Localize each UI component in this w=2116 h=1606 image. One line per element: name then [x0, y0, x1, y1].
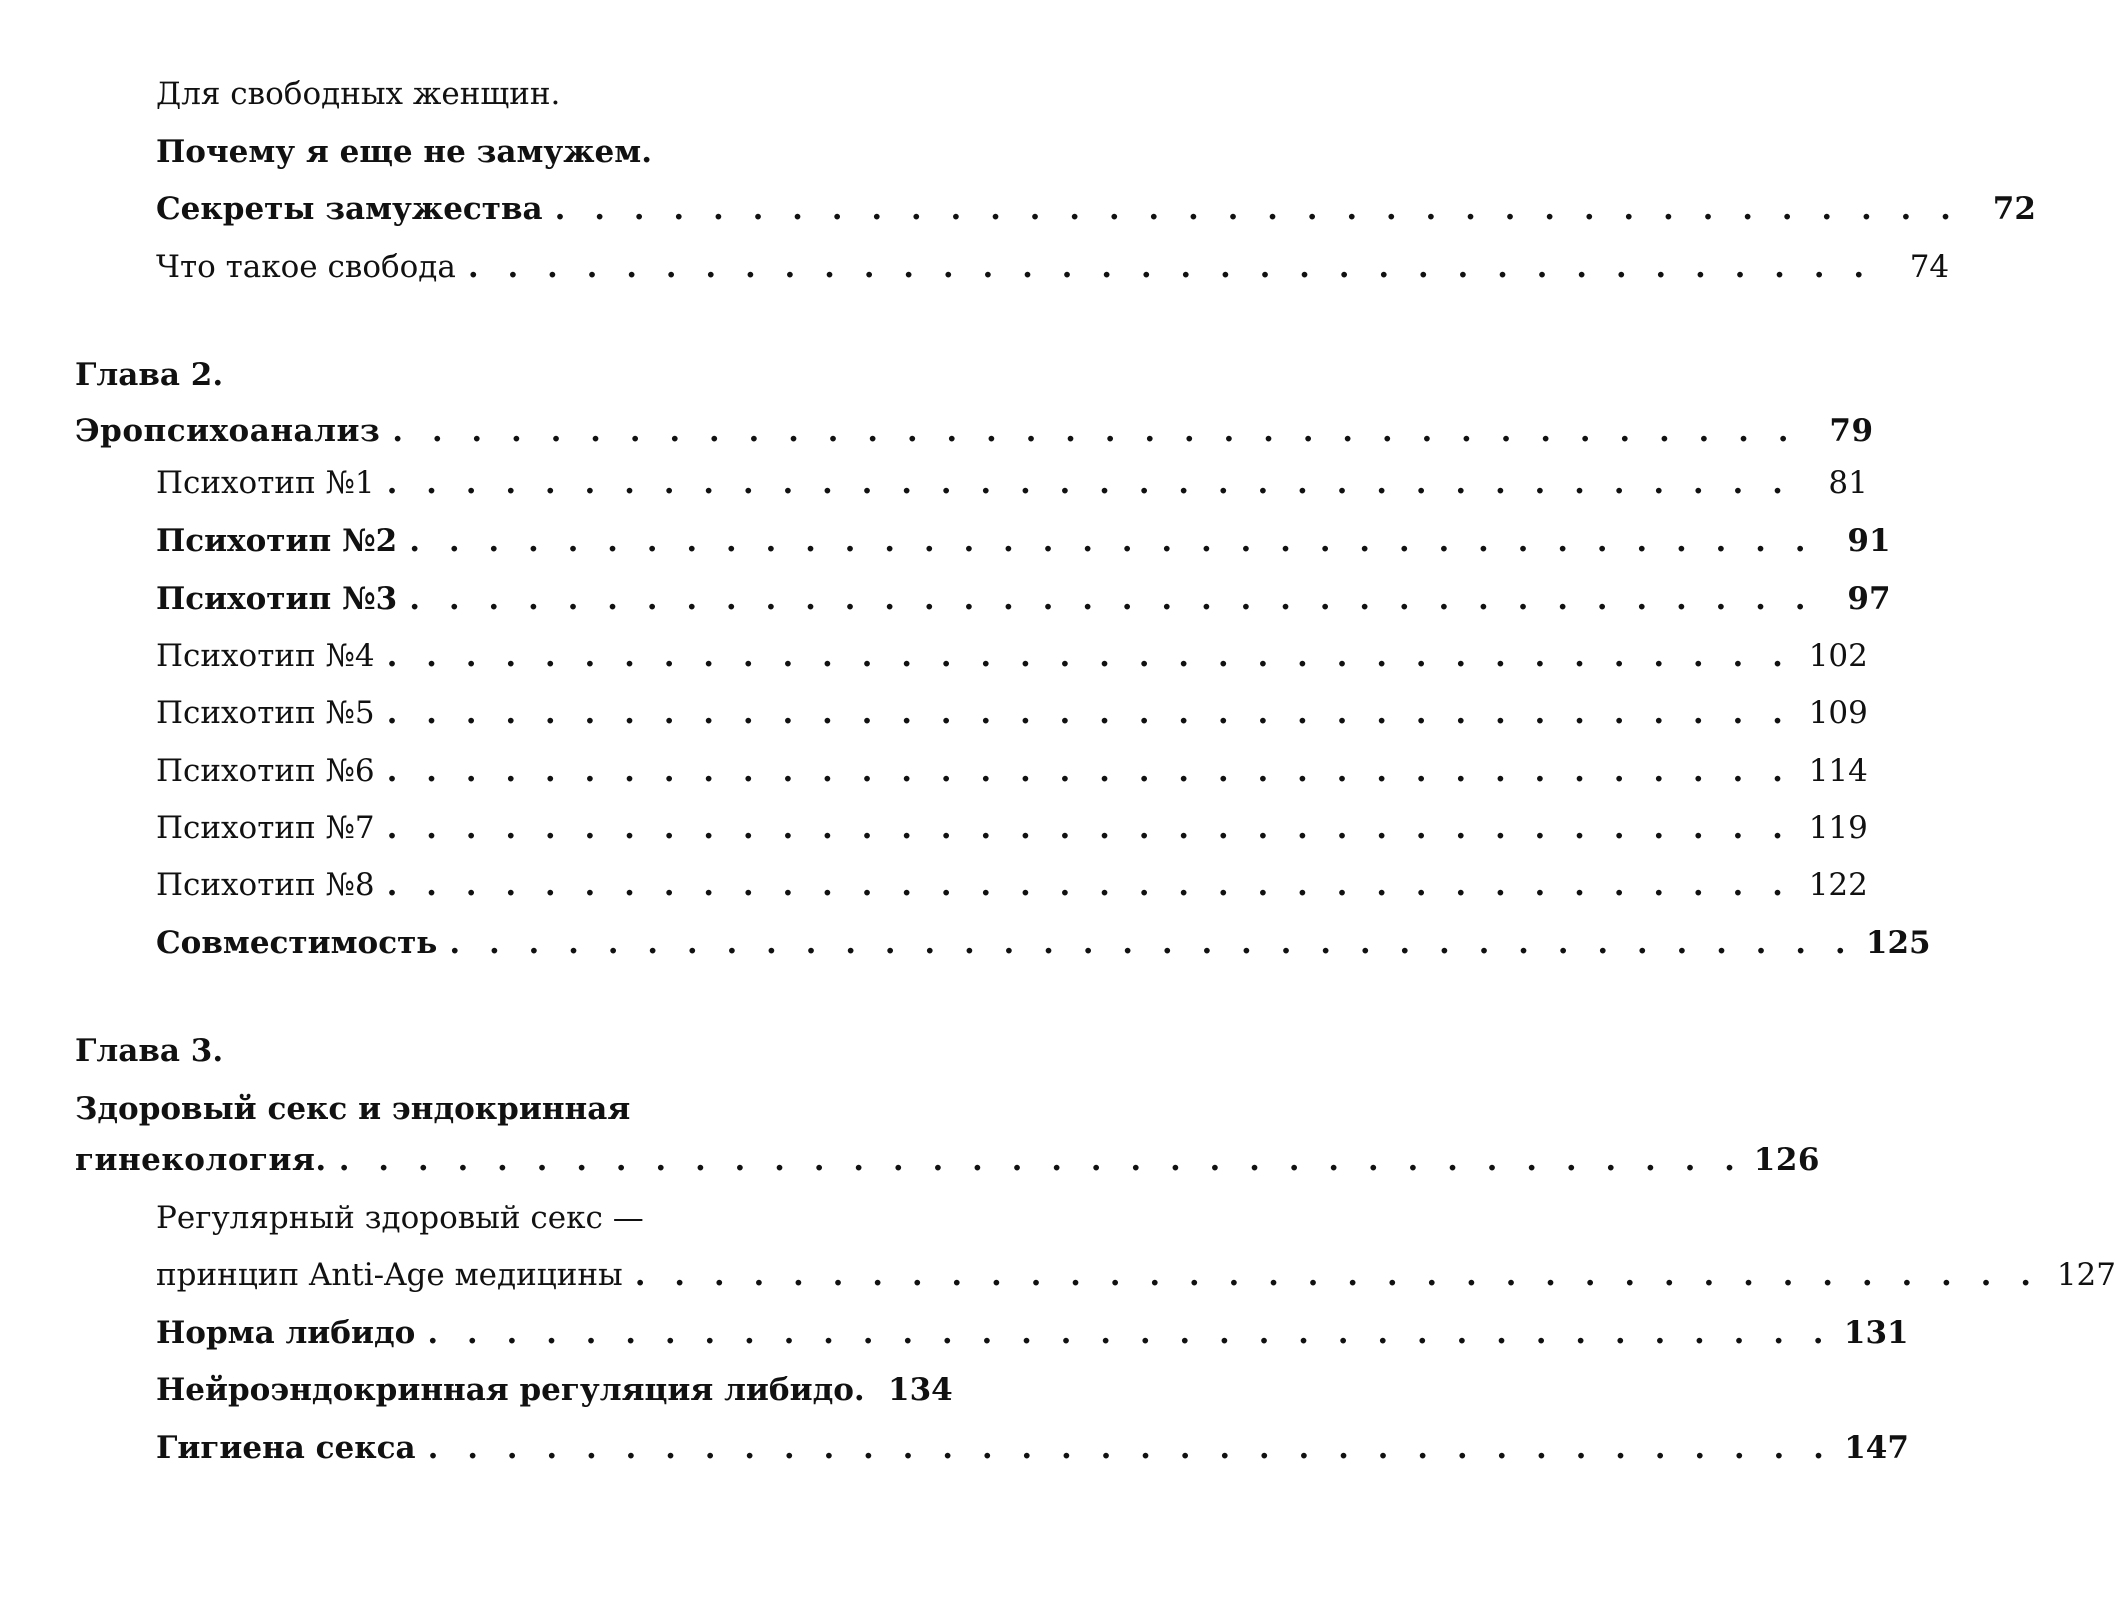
- toc-entry-title: Психотип №6: [156, 753, 375, 789]
- chapter-3-title-entry: [0, 1124, 1820, 1180]
- toc-entry-title: Совместимость: [156, 925, 438, 961]
- chapter-3-title-line1: Здоровый секс и эндокринная: [75, 1091, 631, 1127]
- toc-entry-page: 91: [1847, 523, 1891, 559]
- chapter-2-label: Глава 2.: [75, 357, 224, 393]
- dot-leader: . . . . . . . . . . . . . . . . . . . . . . . . . . . . . . . . . . . .: [386, 810, 1792, 846]
- dot-leader: . . . . . . . . . . . . . . . . . . . . . . . . . . . . . . . . . . . .: [386, 638, 1792, 674]
- toc-entry-title: Регулярный здоровый секс —: [156, 1200, 644, 1236]
- dot-leader: . . . . . . . . . . . . . . . . . . . . . . . . . . . . . . . . . . . .: [467, 249, 1874, 285]
- dot-leader: . . . . . . . . . . . . . . . . . . . . . . . . . . . . . . . . . . . .: [386, 867, 1792, 903]
- toc-entry-title: Психотип №4: [156, 638, 375, 674]
- toc-entry-page: 147: [1844, 1430, 1909, 1466]
- chapter-2-page: 79: [1829, 413, 1874, 449]
- toc-entry: [0, 1412, 1909, 1468]
- toc-entry-title: Психотип №2: [156, 523, 398, 559]
- dot-leader: . . . . . . . . . . . . . . . . . . . . . . . . . . . . . . . . . . . .: [634, 1257, 2040, 1293]
- chapter-3-label: Глава 3.: [75, 1033, 224, 1069]
- toc-entry: [0, 1182, 1000, 1238]
- toc-entry-page: 134: [888, 1372, 953, 1408]
- dot-leader: . . . . . . . . . . . . . . . . . . . . . . . . . . . . . . . . . . . .: [554, 191, 1960, 227]
- toc-entry-title: Норма либидо: [156, 1315, 416, 1351]
- toc-entry-title: Почему я еще не замужем.: [156, 134, 652, 170]
- toc-entry: [0, 792, 1868, 848]
- dot-leader: . . . . . . . . . . . . . . . . . . . . . . . . . . . . . . . . . . . .: [338, 1142, 1744, 1178]
- toc-entry: [0, 231, 1950, 287]
- toc-entry-title: принцип Anti-Age медицины: [156, 1257, 623, 1293]
- toc-entry: [0, 173, 2036, 229]
- toc-entry: [0, 447, 1868, 503]
- toc-entry-page: 122: [1808, 867, 1868, 903]
- toc-entry-page: 97: [1847, 581, 1891, 617]
- toc-entry: [0, 849, 1868, 905]
- toc-entry-page: 131: [1843, 1315, 1909, 1351]
- toc-entry-title: Что такое свобода: [156, 249, 456, 285]
- toc-entry-title: Для свободных женщин.: [156, 76, 561, 112]
- toc-entry: [0, 563, 1891, 619]
- dot-leader: . . . . . . . . . . . . . . . . . . . . . . . . . . . . . . . . . . . .: [449, 925, 1855, 961]
- dot-leader: . . . . . . . . . . . . . . . . . . . . . . . . . . . . . . . . . . . .: [386, 465, 1792, 501]
- chapter-3-title-line2: гинекология.: [75, 1142, 327, 1178]
- toc-entry-page: 102: [1808, 638, 1868, 674]
- toc-entry: [0, 735, 1868, 791]
- toc-entry: [0, 907, 1931, 963]
- toc-entry-page: 72: [1992, 191, 2036, 227]
- toc-entry-page: 109: [1808, 695, 1868, 731]
- toc-entry-title: Нейроэндокринная регуляция либидо.: [156, 1372, 865, 1408]
- toc-entry-title: Психотип №8: [156, 867, 375, 903]
- toc-entry-title: Психотип №1: [156, 465, 375, 501]
- dot-leader: . . . . . . . . . . . . . . . . . . . . . . . . . . . . . . . . . . . .: [386, 753, 1792, 789]
- toc-entry-title: Психотип №3: [156, 581, 398, 617]
- toc-entry-page: 119: [1808, 810, 1868, 846]
- toc-entry-title: Гигиена секса: [156, 1430, 416, 1466]
- dot-leader: . . . . . . . . . . . . . . . . . . . . . . . . . . . . . . . . . . . .: [386, 695, 1792, 731]
- toc-entry-title: Психотип №7: [156, 810, 375, 846]
- toc-entry-title: Психотип №5: [156, 695, 375, 731]
- toc-entry: [0, 1354, 1000, 1410]
- chapter-2-title: Эропсихоанализ: [75, 413, 381, 449]
- dot-leader: . . . . . . . . . . . . . . . . . . . . . . . . . . . . . . . . . . . .: [409, 581, 1815, 617]
- toc-entry-page: 127: [2056, 1257, 2116, 1293]
- toc-entry: [0, 677, 1868, 733]
- toc-entry: [0, 1239, 2116, 1295]
- dot-leader: . . . . . . . . . . . . . . . . . . . . . . . . . . . . . . . . . . . .: [427, 1315, 1833, 1351]
- toc-entry-title: Секреты замужества: [156, 191, 543, 227]
- toc-entry: [0, 58, 1000, 114]
- toc-entry-page: 81: [1828, 465, 1868, 501]
- toc-entry: [0, 620, 1868, 676]
- toc-entry-page: 114: [1808, 753, 1868, 789]
- chapter-3-page: 126: [1753, 1142, 1820, 1178]
- toc-entry-page: 125: [1865, 925, 1931, 961]
- dot-leader: . . . . . . . . . . . . . . . . . . . . . . . . . . . . . . . . . . . .: [409, 523, 1815, 559]
- toc-entry: [0, 1297, 1909, 1353]
- chapter-2-title-entry: [0, 395, 1874, 451]
- dot-leader: . . . . . . . . . . . . . . . . . . . . . . . . . . . . . . . . . . . .: [392, 413, 1798, 449]
- toc-entry: [0, 505, 1891, 561]
- toc-entry: [0, 116, 1000, 172]
- toc-entry-page: 74: [1909, 249, 1950, 285]
- dot-leader: . . . . . . . . . . . . . . . . . . . . . . . . . . . . . . . . . . . .: [427, 1430, 1833, 1466]
